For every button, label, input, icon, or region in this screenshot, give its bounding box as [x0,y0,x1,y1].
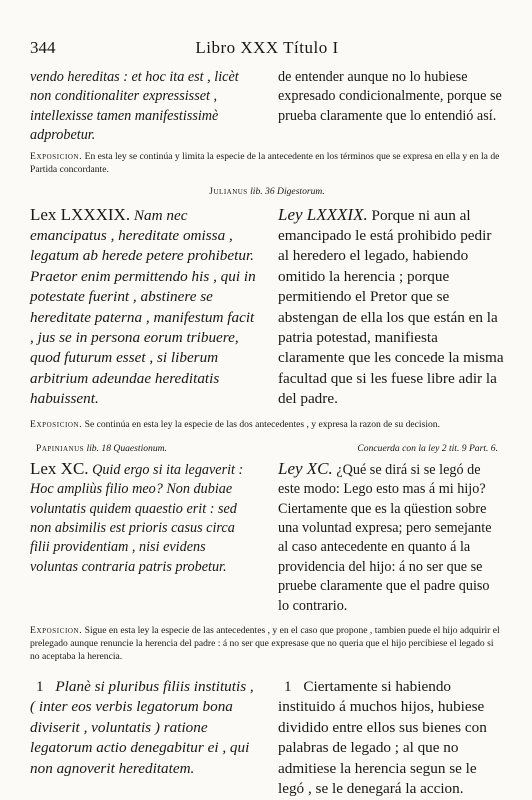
exposicion-text: Sigue en esta ley la especie de las antecedentes , y en el caso que propone , tambien puede el hijo adquirir el prelegado aunque renuncie la herencia del padre : á no ser que expresase que no queria que el hijo percibiese el legado si no aceptaba la herencia. [30,624,500,662]
law-columns [30,459,504,616]
latin-column [30,459,256,616]
spanish-column [278,205,504,410]
concordance-reference: Concuerda con la ley 2 tit. 9 Part. 6. [357,442,498,454]
exposicion-label: Exposicion. [30,624,83,636]
source-reference: lib. 18 Quaestionum. [86,442,167,454]
spanish-column [278,677,504,799]
source-left [36,443,167,454]
latin-column [30,205,256,410]
ley-heading: Ley XC. [278,458,333,478]
spanish-text: Ciertamente si habiendo instituido á muchos hijos, hubiese dividido entre ellos sus bienes con palabras de legado ; al que no admitiese la herencia segun se le legó , se le denegará la accion. [278,677,487,797]
lex-heading: Lex LXXXIX. [30,204,131,224]
running-header [30,38,504,62]
paragraph-columns [30,677,504,799]
exposicion-note [30,624,504,663]
latin-text: Nam nec emancipatus , hereditate omissa , legatum ab herede petere prohibetur. Praetor enim permittendo his , qui in potestate fuerint , abstinere se hereditate paterna , manifestum facit , jus se in persona eorum tribuere, quod futurum esset , si liberum arbitrium adeundae hereditatis habuissent. [30,206,256,408]
latin-column [30,677,256,799]
exposicion-label: Exposicion. [30,418,83,430]
exposicion-text: Se continúa en esta ley la especie de las dos antecedentes , y expresa la razon de su decision. [84,418,440,430]
exposicion-note [30,418,504,431]
spanish-column [278,459,504,616]
source-reference: lib. 36 Digestorum. [250,185,325,197]
latin-text: Planè si pluribus filiis institutis , ( inter eos verbis legatorum bona diviserit , voluntatis ) ratione legatorum actio denegabitur ei , qui non agnoverit hereditatem. [30,677,254,777]
latin-column: vendo hereditas : et hoc ita est , licèt non conditionaliter expressisset , intellexisse tamen manifestissimè adprobetur. [30,69,239,144]
spanish-text: Porque ni aun al emancipado le está prohibido pedir al heredero el legado, habiendo omitido la herencia ; porque permitiendo el Pretor que se abstengan de ella los que están en la patria potestad, manifiesta claramente que les concede la misma facultad que si les fuese libre adir la del padre. [278,206,504,408]
ley-heading: Ley LXXXIX. [278,204,368,224]
book-page [30,38,504,799]
lex-heading: Lex XC. [30,458,89,478]
spanish-text: ¿Qué se dirá si se legó de este modo: Lego esto mas á mi hijo? Ciertamente que es la qüestion sobre una voluntad expresa; pero semejante al caso antecedente en quanto á la providencia del hijo: á no ser que se pruebe claramente que el padre quiso lo contrario. [278,461,492,614]
exposicion-label: Exposicion. [30,150,83,162]
latin-text: Quid ergo si ita legaverit : Hoc ampliùs filio meo? Non dubiae voluntatis quidem quaestio erit : sed non absimilis est prioris casus circa filii providentiam , nisi evidens voluntas contraria patris probetur. [30,461,244,575]
paragraph-number: 1 [36,677,44,695]
source-citations [30,443,504,454]
law-columns [30,205,504,410]
spanish-column: de entender aunque no lo hubiese expresado condicionalmente, porque se prueba claramente que lo entendió así. [278,69,502,124]
exposicion-note [30,150,504,176]
exposicion-text: En esta ley se continúa y limita la especie de la antecedente en los términos que se expresa en ella y en la de Partida concordante. [30,150,500,175]
paragraph-number: 1 [284,677,292,695]
source-author: Julianus [209,185,248,197]
page-number: 344 [30,38,56,57]
source-citation [30,186,504,197]
source-author: Papinianus [36,442,85,454]
running-title: Libro XXX Título I [195,38,339,57]
continuation-columns [30,68,504,146]
